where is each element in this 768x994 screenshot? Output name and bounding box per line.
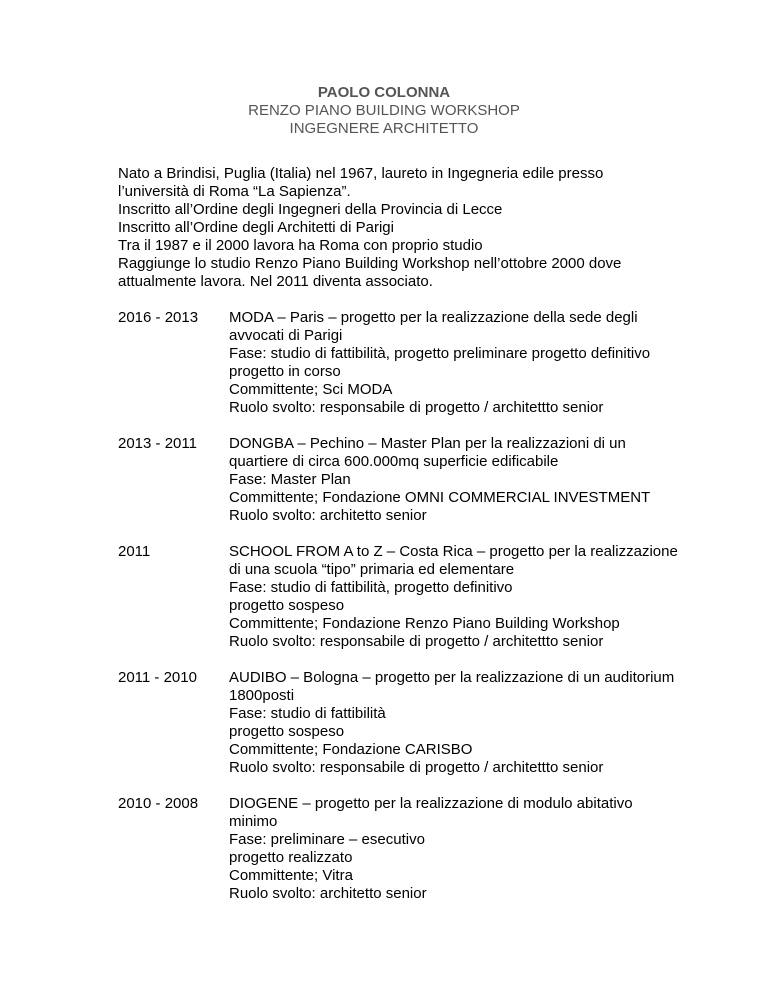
cv-header [0,84,768,138]
bio-line: Inscritto all’Ordine degli Architetti di Parigi [118,219,394,236]
project-line: Committente; Fondazione Renzo Piano Building Workshop [229,615,620,632]
project-line: AUDIBO – Bologna – progetto per la realizzazione di un auditorium 1800posti [229,669,675,704]
project-line: progetto realizzato [229,849,353,866]
project-line: Fase: studio di fattibilità, progetto definitivo [229,579,513,596]
project-entry [118,669,678,777]
project-line: DIOGENE – progetto per la realizzazione di modulo abitativo minimo [229,795,633,830]
project-details [229,669,678,777]
project-line: DONGBA – Pechino – Master Plan per la realizzazioni di un quartiere di circa 600.000mq superficie edificabile [229,435,626,470]
project-line: Committente; Fondazione OMNI COMMERCIAL INVESTMENT [229,489,651,506]
project-line: Fase: studio di fattibilità, progetto preliminare progetto definitivo [229,345,651,362]
project-years: 2010 - 2008 [118,795,199,812]
biography [118,165,678,291]
project-line: Committente; Vitra [229,867,353,884]
bio-line: Tra il 1987 e il 2000 lavora ha Roma con proprio studio [118,237,483,254]
project-line: Ruolo svolto: architetto senior [229,507,427,524]
project-years: 2016 - 2013 [118,309,199,326]
project-entry [118,795,678,903]
project-line: progetto in corso [229,363,341,380]
project-line: Committente; Fondazione CARISBO [229,741,473,758]
project-entry [118,309,678,417]
project-years: 2013 - 2011 [118,435,197,452]
project-line: Fase: Master Plan [229,471,351,488]
project-list [118,309,678,921]
project-line: Ruolo svolto: responsabile di progetto / architettto senior [229,759,604,776]
project-details [229,435,678,525]
project-entry [118,435,678,525]
project-entry [118,543,678,651]
project-line: progetto sospeso [229,723,345,740]
project-line: Ruolo svolto: responsabile di progetto / architettto senior [229,399,604,416]
person-name: PAOLO COLONNA [317,84,451,101]
company-name: RENZO PIANO BUILDING WORKSHOP [248,102,520,119]
project-details [229,309,678,417]
project-line: Committente; Sci MODA [229,381,393,398]
project-line: Fase: studio di fattibilità [229,705,386,722]
project-line: Ruolo svolto: responsabile di progetto / architettto senior [229,633,604,650]
job-role: INGEGNERE ARCHITETTO [289,120,479,137]
project-years: 2011 [118,543,151,560]
project-details [229,543,678,651]
project-line: MODA – Paris – progetto per la realizzazione della sede degli avvocati di Parigi [229,309,638,344]
project-details [229,795,678,903]
project-line: Ruolo svolto: architetto senior [229,885,427,902]
project-line: Fase: preliminare – esecutivo [229,831,425,848]
bio-line: Nato a Brindisi, Puglia (Italia) nel 1967, laureto in Ingegneria edile presso l’università di Roma “La Sapienza”. [118,165,604,200]
project-line: progetto sospeso [229,597,345,614]
bio-line: Inscritto all’Ordine degli Ingegneri della Provincia di Lecce [118,201,503,218]
bio-line: Raggiunge lo studio Renzo Piano Building Workshop nell’ottobre 2000 dove attualmente lavora. Nel 2011 diventa associato. [118,255,622,290]
project-years: 2011 - 2010 [118,669,197,686]
project-line: SCHOOL FROM A to Z – Costa Rica – progetto per la realizzazione di una scuola “tipo” primaria ed elementare [229,543,678,578]
